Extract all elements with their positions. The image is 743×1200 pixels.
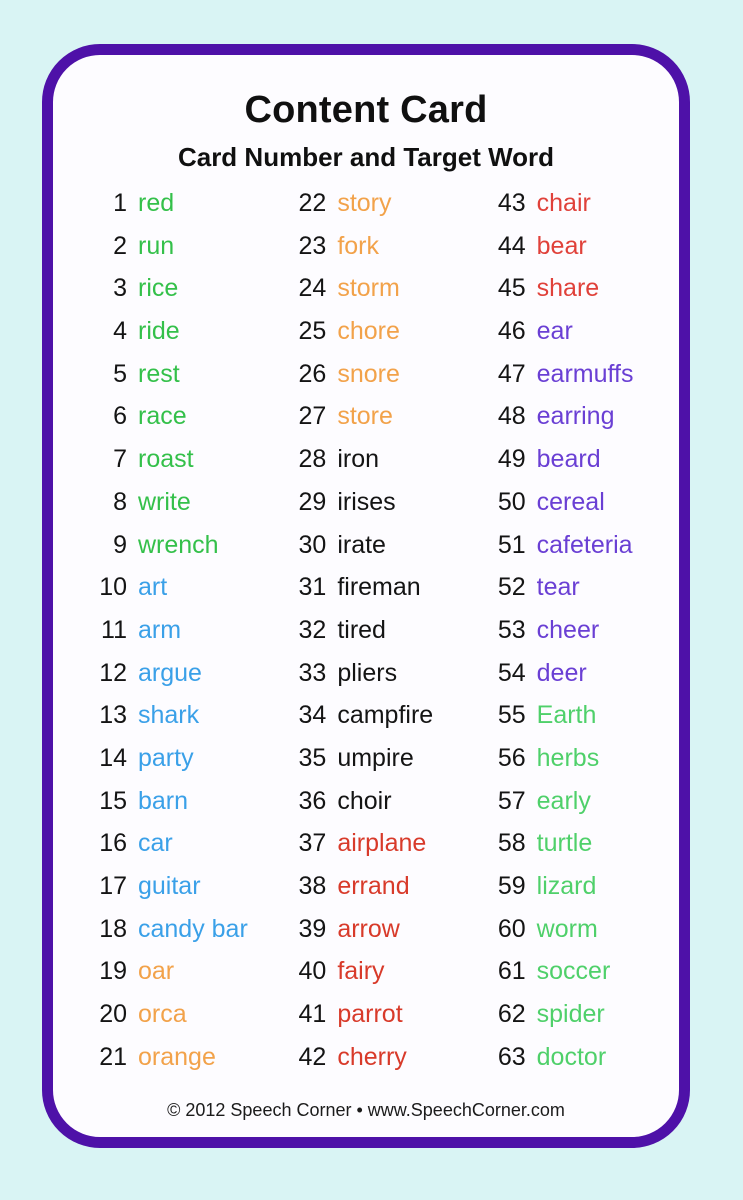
list-item (81, 317, 280, 360)
card-number: 6 (113, 402, 127, 431)
card-number: 30 (298, 530, 327, 559)
target-word: cereal (536, 487, 605, 516)
card-number: 32 (298, 615, 327, 644)
list-item (81, 616, 280, 659)
card-number: 60 (497, 914, 526, 943)
list-item (280, 402, 479, 445)
list-item (81, 402, 280, 445)
card-number: 21 (99, 1042, 127, 1071)
target-word: roast (138, 445, 194, 474)
card-number: 58 (497, 829, 526, 858)
list-item (81, 232, 280, 275)
card-number: 9 (113, 530, 127, 559)
card-number: 1 (113, 189, 127, 217)
list-item (280, 787, 479, 830)
card-number: 35 (298, 743, 327, 772)
list-item (480, 659, 679, 702)
list-item (480, 701, 679, 744)
card-number: 45 (497, 274, 526, 303)
list-item (480, 1000, 679, 1043)
card-number: 48 (497, 402, 526, 431)
target-word: early (536, 786, 591, 815)
card-number: 54 (497, 658, 526, 687)
card-number: 28 (298, 445, 327, 474)
list-item (280, 872, 479, 915)
target-word: deer (536, 658, 587, 687)
list-item (81, 659, 280, 702)
card-number: 38 (298, 872, 327, 900)
list-item (480, 402, 679, 445)
target-word: wrench (138, 530, 219, 559)
list-item (280, 829, 479, 872)
list-item (480, 317, 679, 360)
card-number: 50 (497, 487, 526, 516)
target-word: worm (536, 914, 598, 943)
card-number: 61 (497, 957, 526, 986)
list-item (480, 872, 679, 915)
word-column (81, 189, 280, 1085)
list-item (480, 829, 679, 872)
card-number: 15 (99, 786, 127, 815)
target-word: bear (536, 231, 587, 260)
target-word: tear (536, 573, 580, 602)
target-word: fireman (337, 573, 421, 602)
target-word: chore (337, 317, 400, 346)
target-word: campfire (337, 701, 434, 730)
target-word: arrow (337, 914, 400, 943)
card-number: 49 (497, 445, 526, 474)
target-word: story (337, 189, 392, 217)
card-number: 40 (298, 957, 327, 986)
card-number: 23 (298, 231, 327, 260)
target-word: herbs (536, 743, 600, 772)
list-item (280, 701, 479, 744)
list-item (280, 531, 479, 574)
target-word: ride (138, 317, 180, 346)
card-number: 27 (298, 402, 327, 431)
card-number: 44 (497, 231, 526, 260)
card-number: 41 (298, 1000, 327, 1029)
list-item (81, 573, 280, 616)
card-number: 4 (113, 317, 127, 346)
list-item (81, 274, 280, 317)
list-item (280, 616, 479, 659)
list-item (81, 1000, 280, 1043)
card-number: 22 (298, 189, 327, 217)
list-item (480, 360, 679, 403)
target-word: guitar (138, 872, 201, 900)
target-word: spider (536, 1000, 605, 1029)
target-word: errand (337, 872, 410, 900)
target-word: choir (337, 786, 392, 815)
target-word: chair (536, 189, 591, 217)
target-word: irate (337, 530, 386, 559)
word-columns (53, 189, 679, 1085)
target-word: oar (138, 957, 175, 986)
target-word: orange (138, 1042, 216, 1071)
content-card (42, 44, 690, 1148)
target-word: shark (138, 701, 200, 730)
list-item (280, 360, 479, 403)
card-number: 57 (497, 786, 526, 815)
list-item (81, 445, 280, 488)
list-item (280, 573, 479, 616)
target-word: iron (337, 445, 380, 474)
card-number: 59 (497, 872, 526, 900)
target-word: red (138, 189, 175, 217)
card-number: 14 (99, 743, 127, 772)
target-word: pliers (337, 658, 398, 687)
target-word: share (536, 274, 600, 303)
target-word: car (138, 829, 173, 858)
card-number: 25 (298, 317, 327, 346)
card-number: 7 (113, 445, 127, 474)
target-word: Earth (536, 701, 597, 730)
target-word: lizard (536, 872, 597, 900)
target-word: barn (138, 786, 189, 815)
card-number: 52 (497, 573, 526, 602)
target-word: turtle (536, 829, 593, 858)
target-word: umpire (337, 743, 414, 772)
target-word: rest (138, 359, 180, 388)
card-number: 55 (497, 701, 526, 730)
list-item (480, 488, 679, 531)
target-word: earmuffs (536, 359, 634, 388)
list-item (480, 274, 679, 317)
list-item (280, 317, 479, 360)
list-item (280, 1000, 479, 1043)
target-word: store (337, 402, 393, 431)
target-word: orca (138, 1000, 187, 1029)
list-item (280, 189, 479, 232)
card-number: 11 (101, 615, 127, 644)
list-item (280, 1043, 479, 1086)
list-item (280, 744, 479, 787)
target-word: tired (337, 615, 386, 644)
card-number: 10 (99, 573, 127, 602)
card-number: 51 (497, 530, 526, 559)
card-number: 42 (298, 1042, 327, 1071)
card-number: 19 (99, 957, 127, 986)
card-number: 3 (113, 274, 127, 303)
copyright-footer: © 2012 Speech Corner • www.SpeechCorner.com (167, 1100, 565, 1120)
card-number: 2 (113, 231, 127, 260)
card-number: 17 (99, 872, 127, 900)
list-item (280, 445, 479, 488)
list-item (280, 659, 479, 702)
target-word: party (138, 743, 194, 772)
card-number: 31 (298, 573, 327, 602)
card-number: 33 (298, 658, 327, 687)
target-word: arm (138, 615, 182, 644)
card-number: 26 (298, 359, 327, 388)
card-number: 46 (497, 317, 526, 346)
target-word: write (138, 487, 191, 516)
card-number: 37 (298, 829, 327, 858)
list-item (480, 744, 679, 787)
target-word: fairy (337, 957, 385, 986)
list-item (280, 957, 479, 1000)
target-word: cherry (337, 1042, 407, 1071)
card-number: 16 (99, 829, 127, 858)
list-item (280, 915, 479, 958)
card-number: 18 (99, 914, 127, 943)
card-number: 56 (497, 743, 526, 772)
card-number: 62 (497, 1000, 526, 1029)
target-word: parrot (337, 1000, 403, 1029)
word-column (280, 189, 479, 1085)
list-item (81, 957, 280, 1000)
list-item (81, 829, 280, 872)
list-item (480, 787, 679, 830)
target-word: run (138, 231, 175, 260)
target-word: rice (138, 274, 179, 303)
list-item (81, 872, 280, 915)
card-number: 36 (298, 786, 327, 815)
list-item (480, 915, 679, 958)
target-word: argue (138, 658, 202, 687)
target-word: airplane (337, 829, 427, 858)
card-number: 34 (298, 701, 327, 730)
target-word: beard (536, 445, 601, 474)
target-word: race (138, 402, 187, 431)
list-item (81, 787, 280, 830)
card-number: 5 (113, 359, 127, 388)
list-item (480, 1043, 679, 1086)
card-number: 12 (99, 658, 127, 687)
card-number: 39 (298, 914, 327, 943)
card-number: 29 (298, 487, 327, 516)
list-item (81, 915, 280, 958)
page-subtitle: Card Number and Target Word (177, 142, 555, 172)
list-item (480, 616, 679, 659)
card-number: 53 (497, 615, 526, 644)
card-number: 47 (497, 359, 526, 388)
list-item (81, 189, 280, 232)
list-item (480, 957, 679, 1000)
word-column (480, 189, 679, 1085)
target-word: soccer (536, 957, 611, 986)
card-number: 63 (497, 1042, 526, 1071)
card-number: 8 (113, 487, 127, 516)
list-item (480, 189, 679, 232)
target-word: storm (337, 274, 400, 303)
target-word: irises (337, 487, 396, 516)
list-item (280, 274, 479, 317)
target-word: doctor (536, 1042, 607, 1071)
list-item (280, 232, 479, 275)
target-word: earring (536, 402, 615, 431)
card-number: 13 (99, 701, 127, 730)
list-item (81, 360, 280, 403)
list-item (81, 488, 280, 531)
target-word: fork (337, 231, 380, 260)
page-title: Content Card (244, 89, 488, 131)
target-word: ear (536, 317, 573, 346)
target-word: candy bar (138, 914, 248, 943)
list-item (81, 744, 280, 787)
target-word: snore (337, 359, 400, 388)
target-word: art (138, 573, 168, 602)
list-item (81, 531, 280, 574)
target-word: cheer (536, 615, 600, 644)
card-number: 24 (298, 274, 327, 303)
list-item (480, 573, 679, 616)
target-word: cafeteria (536, 530, 633, 559)
list-item (81, 701, 280, 744)
list-item (480, 445, 679, 488)
list-item (81, 1043, 280, 1086)
card-number: 20 (99, 1000, 127, 1029)
card-number: 43 (497, 189, 526, 217)
list-item (480, 232, 679, 275)
list-item (280, 488, 479, 531)
list-item (480, 531, 679, 574)
